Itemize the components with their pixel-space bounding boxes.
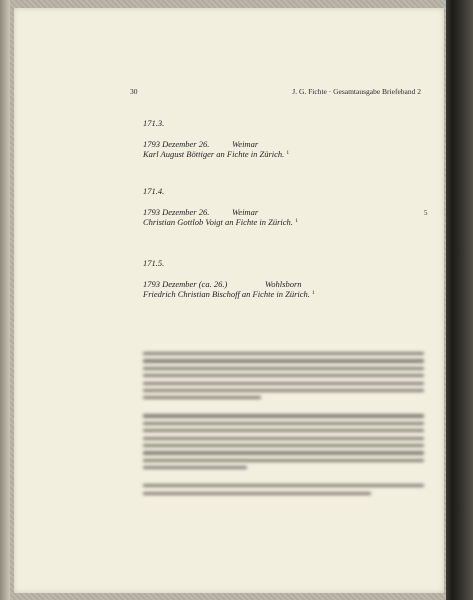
footnote-block [143, 352, 424, 399]
blurred-text-line [143, 414, 424, 417]
entry-place: Wohlsborn [265, 279, 302, 289]
page-number: 30 [130, 87, 138, 96]
entry-place: Weimar [232, 207, 259, 217]
blurred-text-line [143, 484, 424, 487]
footnote-marker: 1 [286, 150, 290, 156]
blurred-text-line [143, 367, 424, 370]
entry-date: 1793 Dezember (ca. 26.) [143, 279, 228, 289]
book-spine [446, 0, 473, 600]
line-number-marker: 5 [424, 209, 428, 217]
blurred-text-line [143, 396, 261, 399]
blurred-text-line [143, 422, 424, 425]
entry-text-line [143, 289, 315, 299]
blurred-text-line [143, 382, 424, 385]
blurred-text-line [143, 451, 424, 454]
entry-number: 171.3. [143, 118, 165, 128]
entry-date: 1793 Dezember 26. [143, 139, 210, 149]
blurred-text-line [143, 444, 424, 447]
entry-date-line [143, 279, 315, 289]
entry-date-line [143, 139, 289, 149]
blurred-text-line [143, 492, 371, 495]
entry-text: Christian Gottlob Voigt an Fichte in Zürich. [143, 217, 293, 227]
entry-text: Karl August Böttiger an Fichte in Zürich. [143, 149, 285, 159]
footnote-block [143, 414, 424, 469]
blurred-text-line [143, 459, 424, 462]
entry-number: 171.5. [143, 258, 165, 268]
entry-date: 1793 Dezember 26. [143, 207, 210, 217]
letter-entry [143, 118, 289, 159]
footnote-marker: 1 [295, 218, 298, 224]
blurred-text-line [143, 359, 424, 362]
footnote-marker: 1 [312, 290, 315, 296]
entry-text-line [143, 149, 289, 159]
entry-text: Friedrich Christian Bischoff an Fichte in Zürich. [143, 289, 310, 299]
blurred-footnotes [143, 352, 424, 510]
entry-place: Weimar [232, 139, 259, 149]
entry-text-line [143, 217, 298, 227]
entry-date-line [143, 207, 298, 217]
page-left-edge [0, 0, 10, 600]
letter-entry [143, 186, 298, 227]
entry-number: 171.4. [143, 186, 165, 196]
letter-entry [143, 258, 315, 299]
blurred-text-line [143, 389, 424, 392]
blurred-text-line [143, 352, 424, 355]
blurred-text-line [143, 437, 424, 440]
footnote-block [143, 484, 424, 495]
blurred-text-line [143, 466, 247, 469]
blurred-text-line [143, 429, 424, 432]
blurred-text-line [143, 374, 424, 377]
header-title: J. G. Fichte · Gesamtausgabe Briefeband 2 [292, 87, 421, 96]
